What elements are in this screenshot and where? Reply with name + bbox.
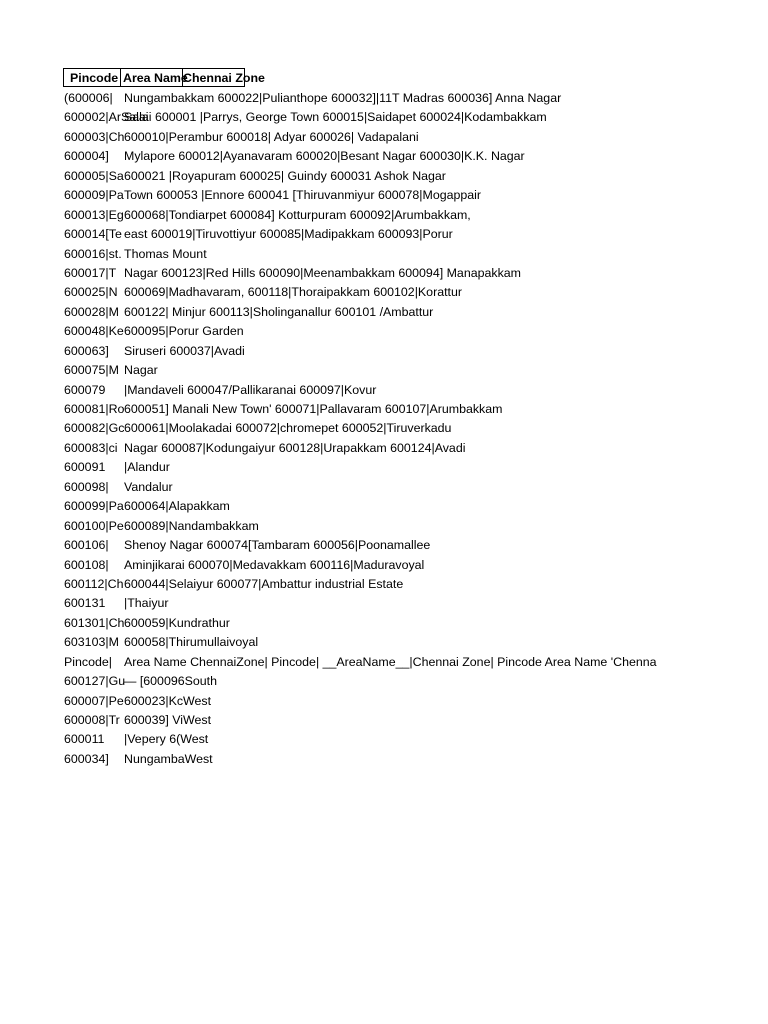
data-rows <box>64 89 764 769</box>
table-row <box>64 594 764 613</box>
table-row <box>64 400 764 419</box>
cell-pincode: 600004] <box>64 149 109 164</box>
table-row <box>64 186 764 205</box>
table-row <box>64 478 764 497</box>
cell-pincode: 600108| <box>64 557 109 572</box>
cell-pincode: 600099|Pa <box>64 499 124 514</box>
table-row <box>64 147 764 166</box>
cell-area: Aminjikarai 600070|Medavakkam 600116|Maduravoyal <box>124 557 425 572</box>
cell-pincode: 600007|Pe <box>64 693 124 708</box>
header-pincode: Pincode <box>63 68 121 87</box>
cell-area: 600068|Tondiarpet 600084] Kotturpuram 600092|Arumbakkam, <box>124 207 471 222</box>
cell-pincode: 600075|M <box>64 363 119 378</box>
header-area-name: Area Name <box>121 68 183 87</box>
cell-area: Shenoy Nagar 600074[Tambaram 600056|Poonamallee <box>124 538 431 553</box>
table-row <box>64 89 764 108</box>
table-row <box>64 128 764 147</box>
table-row <box>64 556 764 575</box>
cell-pincode: 600014[Te <box>64 227 122 242</box>
cell-area: Town 600053 |Ennore 600041 [Thiruvanmiyur 600078|Mogappair <box>124 188 482 203</box>
cell-pincode: 600011 <box>64 732 105 747</box>
cell-area: 600064|Alapakkam <box>124 499 230 514</box>
cell-area: east 600019|Tiruvottiyur 600085|Madipakkam 600093|Porur <box>124 227 453 242</box>
cell-area: 600059|Kundrathur <box>124 615 230 630</box>
cell-pincode: 600016|st. <box>64 246 122 261</box>
cell-pincode: 600008|Tr <box>64 713 120 727</box>
cell-area: 600122| Minjur 600113|Sholinganallur 600101 /Ambattur <box>124 304 434 319</box>
table-row <box>64 536 764 555</box>
cell-area: Salai 600001 |Parrys, George Town 600015|Saidapet 600024|Kodambakkam <box>124 110 547 125</box>
cell-area: Nagar 600123|Red Hills 600090|Meenambakkam 600094] Manapakkam <box>124 265 521 280</box>
table-row <box>64 264 764 283</box>
cell-pincode: 600106| <box>64 538 109 553</box>
cell-area: 600023|KcWest <box>124 693 212 708</box>
cell-pincode: 600005|Sa <box>64 168 124 183</box>
table-row <box>64 283 764 302</box>
table-row <box>64 245 764 264</box>
cell-area: Mylapore 600012|Ayanavaram 600020|Besant Nagar 600030|K.K. Nagar <box>124 149 525 164</box>
table-row <box>64 342 764 361</box>
table-row <box>64 108 764 127</box>
cell-area: 600095|Porur Garden <box>124 324 244 339</box>
cell-area: 600021 |Royapuram 600025| Guindy 600031 Ashok Nagar <box>124 168 446 183</box>
cell-area: 600010|Perambur 600018| Adyar 600026| Vadapalani <box>124 129 419 144</box>
cell-pincode: Pincode| <box>64 654 112 669</box>
table-row <box>64 711 764 730</box>
cell-pincode: 600034] <box>64 751 109 766</box>
table-row <box>64 692 764 711</box>
cell-area: 600044|Selaiyur 600077|Ambattur industrial Estate <box>124 576 404 591</box>
cell-pincode: 600082|Gc <box>64 421 125 436</box>
table-row <box>64 361 764 380</box>
table-row <box>64 458 764 477</box>
cell-area: Nagar 600087|Kodungaiyur 600128|Urapakkam 600124|Avadi <box>124 440 466 455</box>
table-row <box>64 381 764 400</box>
cell-pincode: (600006| <box>64 91 113 105</box>
cell-pincode: 600098| <box>64 479 109 494</box>
cell-area: 600039] ViWest <box>124 713 212 727</box>
cell-pincode: 600091 <box>64 460 106 475</box>
cell-area: — [600096South <box>124 674 218 689</box>
cell-area: Siruseri 600037|Avadi <box>124 343 245 358</box>
cell-pincode: 600025|N <box>64 285 118 300</box>
table-row <box>64 730 764 749</box>
cell-area: |Thaiyur <box>124 596 169 611</box>
cell-pincode: 600083|ci <box>64 440 118 455</box>
cell-area: 600069|Madhavaram, 600118|Thoraipakkam 600102|Korattur <box>124 285 462 300</box>
cell-pincode: 603103|M <box>64 635 119 650</box>
cell-area: Nagar <box>124 363 158 378</box>
table-row <box>64 575 764 594</box>
cell-area: 600051] Manali New Town' 600071|Pallavaram 600107|Arumbakkam <box>124 402 503 416</box>
cell-area: Thomas Mount <box>124 246 207 261</box>
cell-area: NungambaWest <box>124 751 213 766</box>
cell-pincode: 600017|T <box>64 265 117 280</box>
cell-pincode: 601301|Ch <box>64 615 125 630</box>
cell-pincode: 600028|M <box>64 304 119 319</box>
cell-pincode: 600081|Ro <box>64 402 125 416</box>
cell-pincode: 600063] <box>64 343 109 358</box>
table-row <box>64 225 764 244</box>
cell-pincode: 600009|Pa <box>64 188 124 203</box>
table-row <box>64 167 764 186</box>
cell-pincode: 600079 <box>64 382 106 397</box>
table-row <box>64 497 764 516</box>
table-row <box>64 750 764 769</box>
table-row <box>64 303 764 322</box>
cell-area: |Vepery 6(West <box>124 732 209 747</box>
cell-area: 600061|Moolakadai 600072|chromepet 600052|Tiruverkadu <box>124 421 452 436</box>
cell-pincode: 600048|Ke <box>64 324 124 339</box>
cell-area: Vandalur <box>124 479 173 494</box>
cell-pincode: 600013|Eg <box>64 207 124 222</box>
cell-area: |Mandaveli 600047/Pallikaranai 600097|Kovur <box>124 382 377 397</box>
table-row <box>64 439 764 458</box>
header-row <box>63 68 763 88</box>
table-row <box>64 672 764 691</box>
table-row <box>64 206 764 225</box>
table-row <box>64 653 764 672</box>
cell-area: Area Name ChennaiZone| Pincode| __AreaName__|Chennai Zone| Pincode Area Name 'Chenna <box>124 654 657 669</box>
cell-pincode: 600131 <box>64 596 106 611</box>
cell-area: |Alandur <box>124 460 170 475</box>
cell-pincode: 600100|Pe <box>64 518 124 533</box>
cell-pincode: 600002|ArSalai <box>64 110 149 125</box>
table-row <box>64 517 764 536</box>
cell-pincode: 600112|Ch <box>64 576 124 591</box>
table-row <box>64 322 764 341</box>
header-chennai-zone: Chennai Zone <box>183 68 245 87</box>
table-row <box>64 633 764 652</box>
cell-pincode: 600003|Ch <box>64 129 125 144</box>
table-row <box>64 614 764 633</box>
cell-pincode: 600127|Gu <box>64 674 126 689</box>
cell-area: 600089|Nandambakkam <box>124 518 259 533</box>
cell-area: 600058|Thirumullaivoyal <box>124 635 259 650</box>
cell-area: Nungambakkam 600022|Pulianthope 600032]|11T Madras 600036] Anna Nagar <box>124 91 562 105</box>
table-row <box>64 419 764 438</box>
